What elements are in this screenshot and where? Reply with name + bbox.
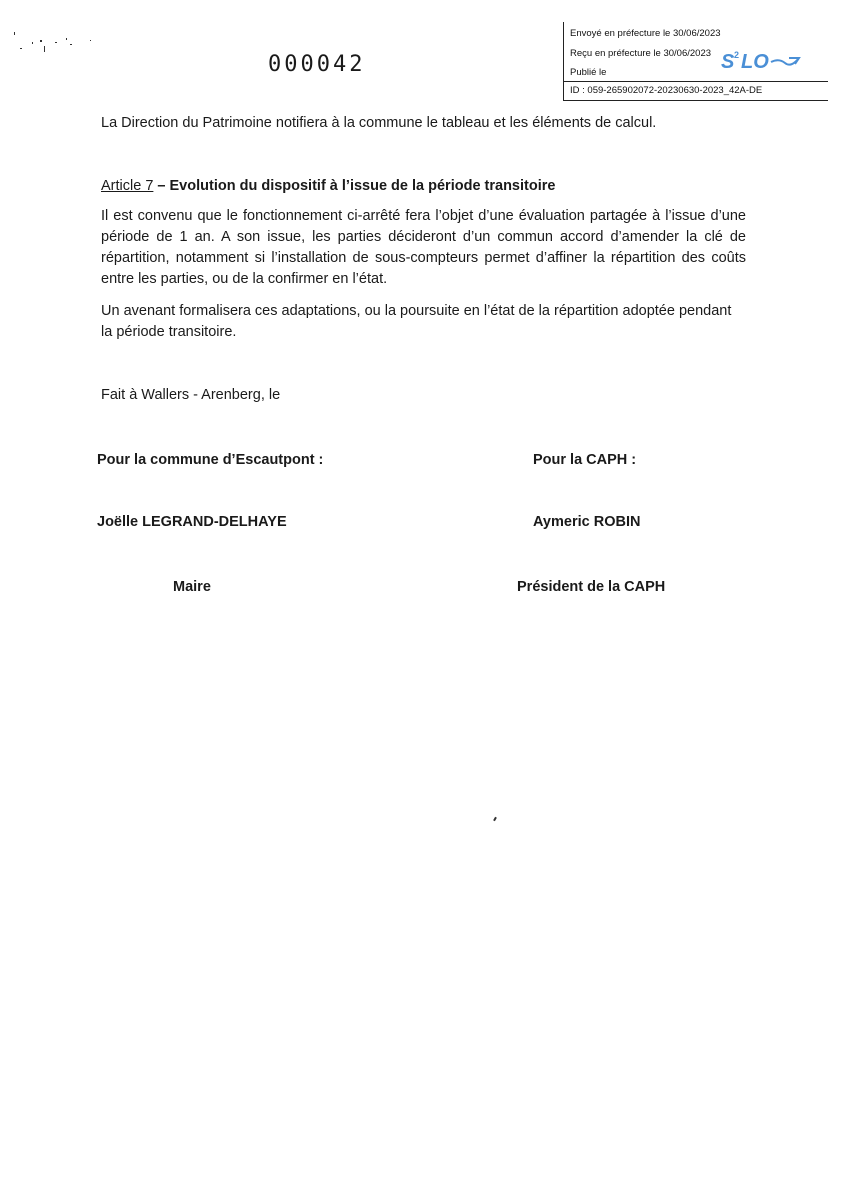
intro-paragraph: La Direction du Patrimoine notifiera à la commune le tableau et les éléments de calcul. (101, 115, 657, 131)
place-date: Fait à Wallers - Arenberg, le (101, 387, 281, 403)
s2lo-logo-icon (719, 46, 809, 74)
scan-specks (10, 30, 110, 70)
signatory-right-for: Pour la CAPH : (533, 452, 637, 468)
svg-text:LO: LO (741, 51, 769, 73)
stamp-published: Publié le (570, 67, 607, 78)
stamp-received: Reçu en préfecture le 30/06/2023 (570, 48, 712, 59)
signatory-right-name: Aymeric ROBIN (533, 514, 641, 530)
signatory-left-title: Maire (173, 579, 211, 595)
signatory-right-title: Président de la CAPH (517, 579, 666, 595)
signatory-left-name: Joëlle LEGRAND-DELHAYE (97, 514, 287, 530)
prefecture-stamp (563, 22, 828, 101)
article-number: Article 7 (101, 178, 154, 194)
svg-text:S: S (721, 51, 735, 73)
article-paragraph-1: Il est convenu que le fonctionnement ci-arrêté fera l’objet d’une évaluation partagée à l’issue d’une période de 1 an. A son issue, les parties décideront d’un commun accord d’amender la clé de répartition, notamment si l’installation de sous-compteurs permet d’affiner la répartition des coûts entre les parties, ou de la confirmer en l’état. (101, 208, 746, 287)
signatory-left-for: Pour la commune d’Escautpont : (97, 452, 324, 468)
svg-text:2: 2 (734, 50, 740, 60)
article-heading (101, 176, 761, 197)
scan-mark (493, 817, 497, 821)
article-title: – Evolution du dispositif à l’issue de la période transitoire (153, 178, 556, 194)
stamp-sent: Envoyé en préfecture le 30/06/2023 (570, 28, 721, 39)
article-paragraph-2: Un avenant formalisera ces adaptations, ou la poursuite en l’état de la répartition adoptée pendant la période transitoire. (101, 303, 732, 340)
page-number: 000042 (268, 52, 366, 77)
stamp-id: ID : 059-265902072-20230630-2023_42A-DE (564, 81, 828, 100)
